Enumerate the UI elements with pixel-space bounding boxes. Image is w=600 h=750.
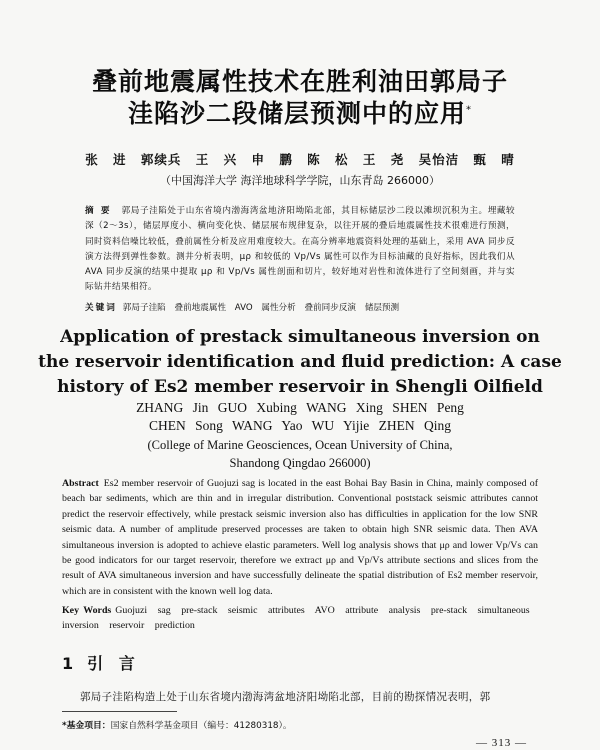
footnote-label: *基金项目： <box>62 721 111 731</box>
chinese-authors: 张 进 郭续兵 王 兴 申 鹏 陈 松 王 尧 吴怡洁 甄 晴 <box>85 152 515 167</box>
section-number: 1 <box>62 654 74 673</box>
section-heading <box>62 651 135 674</box>
chinese-affiliation: （中国海洋大学 海洋地球科学学院，山东青岛 266000） <box>160 174 440 187</box>
english-authors-line-1: ZHANG Jin GUO Xubing WANG Xing SHEN Peng <box>136 400 464 415</box>
chinese-keywords-text: 郭局子洼陷 叠前地震属性 AVO 属性分析 叠前同步反演 储层预测 <box>122 303 400 313</box>
title-footnote-marker: * <box>466 104 472 116</box>
english-abstract-label: Abstract <box>62 478 99 489</box>
english-title-line-2: the reservoir identification and fluid prediction: A case <box>38 352 562 372</box>
english-affiliation-line-2: Shandong Qingdao 266000) <box>229 456 371 470</box>
footnote-divider <box>62 711 177 712</box>
chinese-title-text: 洼陷沙二段储层预测中的应用 <box>127 99 466 128</box>
chinese-abstract <box>85 204 515 296</box>
english-title-line-3: history of Es2 member reservoir in Shengli Oilfield <box>57 377 543 397</box>
english-keywords-text: Guojuzi sag pre-stack seismic attributes AVO attribute analysis pre-stack simultaneous inversion reservoir prediction <box>62 605 530 632</box>
chinese-title-line-2 <box>0 94 600 130</box>
chinese-keywords <box>85 301 515 313</box>
chinese-title-line-1: 叠前地震属性技术在胜利油田郭局子 <box>91 67 508 96</box>
english-authors-line-2: CHEN Song WANG Yao WU Yijie ZHEN Qing <box>148 418 451 433</box>
english-affiliation-line-1: (College of Marine Geosciences, Ocean University of China, <box>147 438 453 452</box>
chinese-abstract-text: 郭局子洼陷处于山东省境内渤海湾盆地济阳坳陷北部，其目标储层沙二段以滩坝沉积为主。埋藏较深（2～3s），储层厚度小、横向变化快、储层展布规律复杂，以往开展的叠后地震属性技术很难进行预测，同时资料信噪比较低，叠前属性分析及应用难度较大。在高分辨率地震资料处理的基础上，采用 AVA 同步反演方法得到弹性参数。测井分析表明，μρ 和较低的 Vp/Vs 属性可以作为目标油藏的良好指标，因此我们从 AVA 同步反演的结果中提取 μρ 和 Vp/Vs 属性剖面和切片，较好地对岩性和流体进行了空间刻画，并与实际钻井结果相符。 <box>85 206 515 293</box>
funding-footnote <box>62 718 292 731</box>
english-abstract-text: Es2 member reservoir of Guojuzi sag is located in the east Bohai Bay Basin in China, mainly composed of beach bar sediments, which are thin and in irregular distribution. Conventional poststack seismic attributes cannot predict the reservoir effectively, while prestack seismic inversion also has difficulties in application for the low SNR seismic data. A number of amplitude preserved processes are taken to obtain high SNR seismic data. Then AVA simultaneous inversion is adopted to achieve elastic parameters. Well log analysis shows that μρ and lower Vp/Vs can be good indicators for our target reservoir, therefore we extract μρ and Vp/Vs attribute sections and slices from the result of AVA simultaneous inversion and have successfully delineate the spatial distribution of Es2 member reservoir, which are in consistent with the known well log data. <box>62 478 538 597</box>
page-number: — 313 — <box>476 737 527 749</box>
english-keywords-label: Key Words <box>62 605 112 616</box>
chinese-keywords-label: 关键词 <box>85 303 117 313</box>
section-title: 引 言 <box>87 654 135 673</box>
english-title-line-1: Application of prestack simultaneous inversion on <box>60 327 540 347</box>
english-abstract <box>62 476 538 599</box>
footnote-text: 国家自然科学基金项目（编号：41280318）。 <box>110 721 292 731</box>
chinese-abstract-label: 摘 要 <box>85 206 112 216</box>
english-keywords <box>62 603 538 634</box>
intro-paragraph: 郭局子洼陷构造上处于山东省境内渤海湾盆地济阳坳陷北部，目前的勘探情况表明，郭 <box>80 691 491 703</box>
